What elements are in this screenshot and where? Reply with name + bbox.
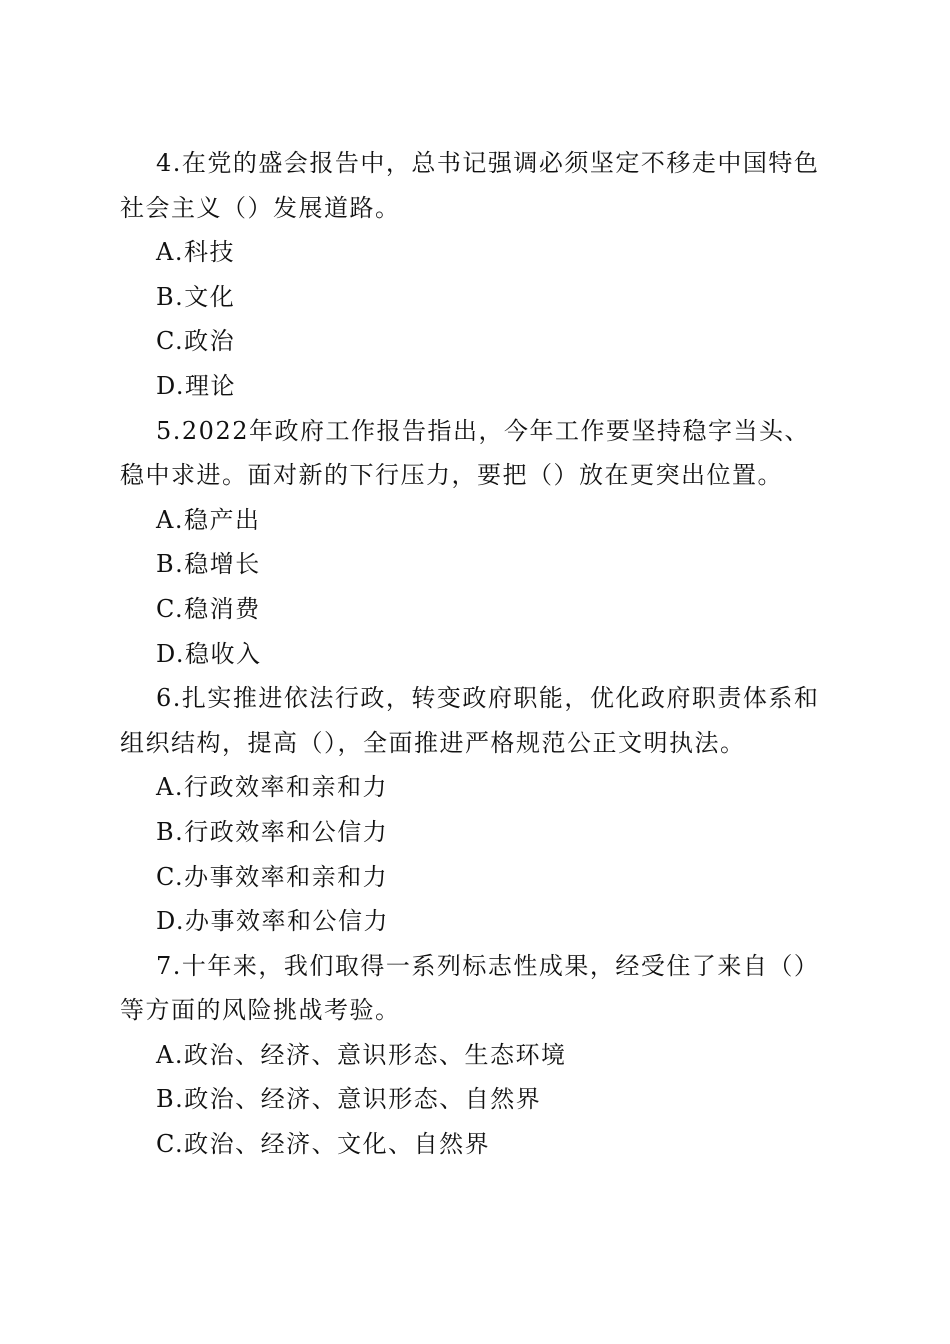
- question-4: [120, 141, 830, 409]
- option-c: C.政治: [156, 327, 236, 356]
- option-d: D.稳收入: [156, 639, 262, 668]
- option-c: C.政治、经济、文化、自然界: [156, 1130, 491, 1159]
- question-text-line: 稳中求进。面对新的下行压力，要把（）放在更突出位置。: [120, 461, 783, 490]
- option-b: B.稳增长: [156, 550, 261, 579]
- option-c: C.稳消费: [156, 594, 261, 623]
- question-text-line: 6.扎实推进依法行政，转变政府职能，优化政府职责体系和: [156, 684, 820, 713]
- option-a: A.政治、经济、意识形态、生态环境: [156, 1040, 567, 1069]
- question-7: [120, 944, 830, 1167]
- question-list: [120, 141, 830, 1167]
- question-text-line: 4.在党的盛会报告中，总书记强调必须坚定不移走中国特色: [156, 149, 820, 177]
- question-text-line: 7.十年来，我们取得一系列标志性成果，经受住了来自（）: [156, 951, 820, 980]
- question-text-line: 5.2022年政府工作报告指出，今年工作要坚持稳字当头、: [156, 416, 810, 445]
- option-a: A.行政效率和亲和力: [156, 773, 388, 802]
- question-5: [120, 409, 830, 677]
- question-6: [120, 676, 830, 944]
- option-b: B.文化: [156, 282, 236, 311]
- option-b: B.政治、经济、意识形态、自然界: [156, 1085, 542, 1114]
- option-b: B.行政效率和公信力: [156, 817, 389, 846]
- option-d: D.办事效率和公信力: [156, 907, 390, 936]
- option-c: C.办事效率和亲和力: [156, 862, 389, 891]
- question-text-line: 组织结构，提高（），全面推进严格规范公正文明执法。: [120, 728, 746, 757]
- option-a: A.科技: [156, 238, 235, 267]
- option-a: A.稳产出: [156, 505, 261, 534]
- question-text-line: 等方面的风险挑战考验。: [120, 996, 401, 1025]
- question-text-line: 社会主义（）发展道路。: [120, 193, 401, 222]
- option-d: D.理论: [156, 371, 237, 400]
